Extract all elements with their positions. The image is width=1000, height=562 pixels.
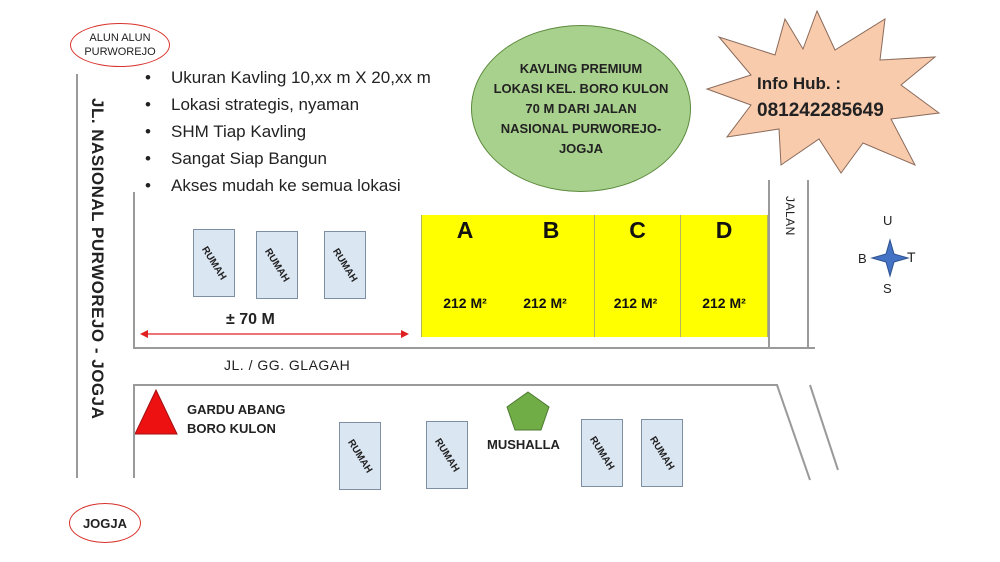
right-road-right-line <box>807 180 809 348</box>
house <box>324 231 366 299</box>
gardu-label-1: GARDU ABANG <box>187 402 286 417</box>
feature-list <box>145 64 431 199</box>
house <box>426 421 468 489</box>
jogja-oval <box>69 503 141 543</box>
lot-c[interactable] <box>595 215 681 337</box>
feature-item: • SHM Tiap Kavling <box>145 118 431 145</box>
main-road-label: JL. NASIONAL PURWOREJO - JOGJA <box>88 98 107 420</box>
house-label: RUMAH <box>587 434 617 472</box>
lot-area: 212 M² <box>702 295 746 311</box>
house <box>193 229 235 297</box>
feature-item: • Ukuran Kavling 10,xx m X 20,xx m <box>145 64 431 91</box>
info-phone: 081242285649 <box>757 100 884 121</box>
lot-d[interactable] <box>681 215 768 337</box>
lot-area-left-line <box>133 192 135 348</box>
compass-east: T <box>907 249 916 265</box>
house <box>581 419 623 487</box>
lot-area: 212 M² <box>523 295 567 311</box>
feature-item: • Lokasi strategis, nyaman <box>145 91 431 118</box>
lot-letter: D <box>715 217 733 243</box>
alun-alun-label-1: ALUN ALUN <box>89 32 151 44</box>
right-road-lower-lines <box>760 380 840 490</box>
side-road-bottom-line <box>133 384 778 386</box>
house-label: RUMAH <box>199 244 229 282</box>
right-road-label: JALAN <box>783 196 797 236</box>
lot-a[interactable] <box>421 215 509 337</box>
house-label: RUMAH <box>262 246 292 284</box>
distance-label: ± 70 M <box>226 311 275 328</box>
lot-letter: C <box>629 217 646 243</box>
promo-line-3: 70 M DARI JALAN <box>525 100 637 116</box>
house-label: RUMAH <box>647 434 677 472</box>
promo-line-5: JOGJA <box>558 140 604 156</box>
main-road-line <box>76 74 78 478</box>
house-label: RUMAH <box>345 437 375 475</box>
feature-item: • Sangat Siap Bangun <box>145 145 431 172</box>
house-label: RUMAH <box>330 246 360 284</box>
house <box>339 422 381 490</box>
promo-circle <box>471 25 691 192</box>
info-label: Info Hub. : <box>757 74 842 93</box>
promo-line-4: NASIONAL PURWOREJO- <box>500 120 662 136</box>
gardu-triangle-icon <box>135 388 181 438</box>
side-road-label: JL. / GG. GLAGAH <box>224 357 351 373</box>
lot-b[interactable] <box>508 215 595 337</box>
compass-north: U <box>883 213 893 228</box>
lot-area: 212 M² <box>443 295 487 311</box>
side-road-top-line <box>133 347 815 349</box>
feature-item: • Akses mudah ke semua lokasi <box>145 172 431 199</box>
compass-west: B <box>858 251 867 266</box>
right-road-left-line <box>768 180 770 348</box>
lot-letter: B <box>542 217 560 243</box>
house <box>641 419 683 487</box>
mushalla-pentagon-icon <box>505 390 551 432</box>
compass-south: S <box>883 281 892 296</box>
house-label: RUMAH <box>432 436 462 474</box>
alun-alun-label-2: PURWOREJO <box>84 46 156 58</box>
promo-line-1: KAVLING PREMIUM <box>519 60 643 76</box>
distance-arrow <box>138 326 413 342</box>
gardu-label-2: BORO KULON <box>187 421 276 436</box>
house <box>256 231 298 299</box>
lot-area: 212 M² <box>613 295 658 311</box>
promo-line-2: LOKASI KEL. BORO KULON <box>493 80 669 96</box>
compass-icon <box>870 238 910 278</box>
jogja-label: JOGJA <box>82 515 128 531</box>
mushalla-label: MUSHALLA <box>487 437 560 452</box>
lot-letter: A <box>456 217 474 243</box>
alun-alun-oval <box>70 23 170 67</box>
